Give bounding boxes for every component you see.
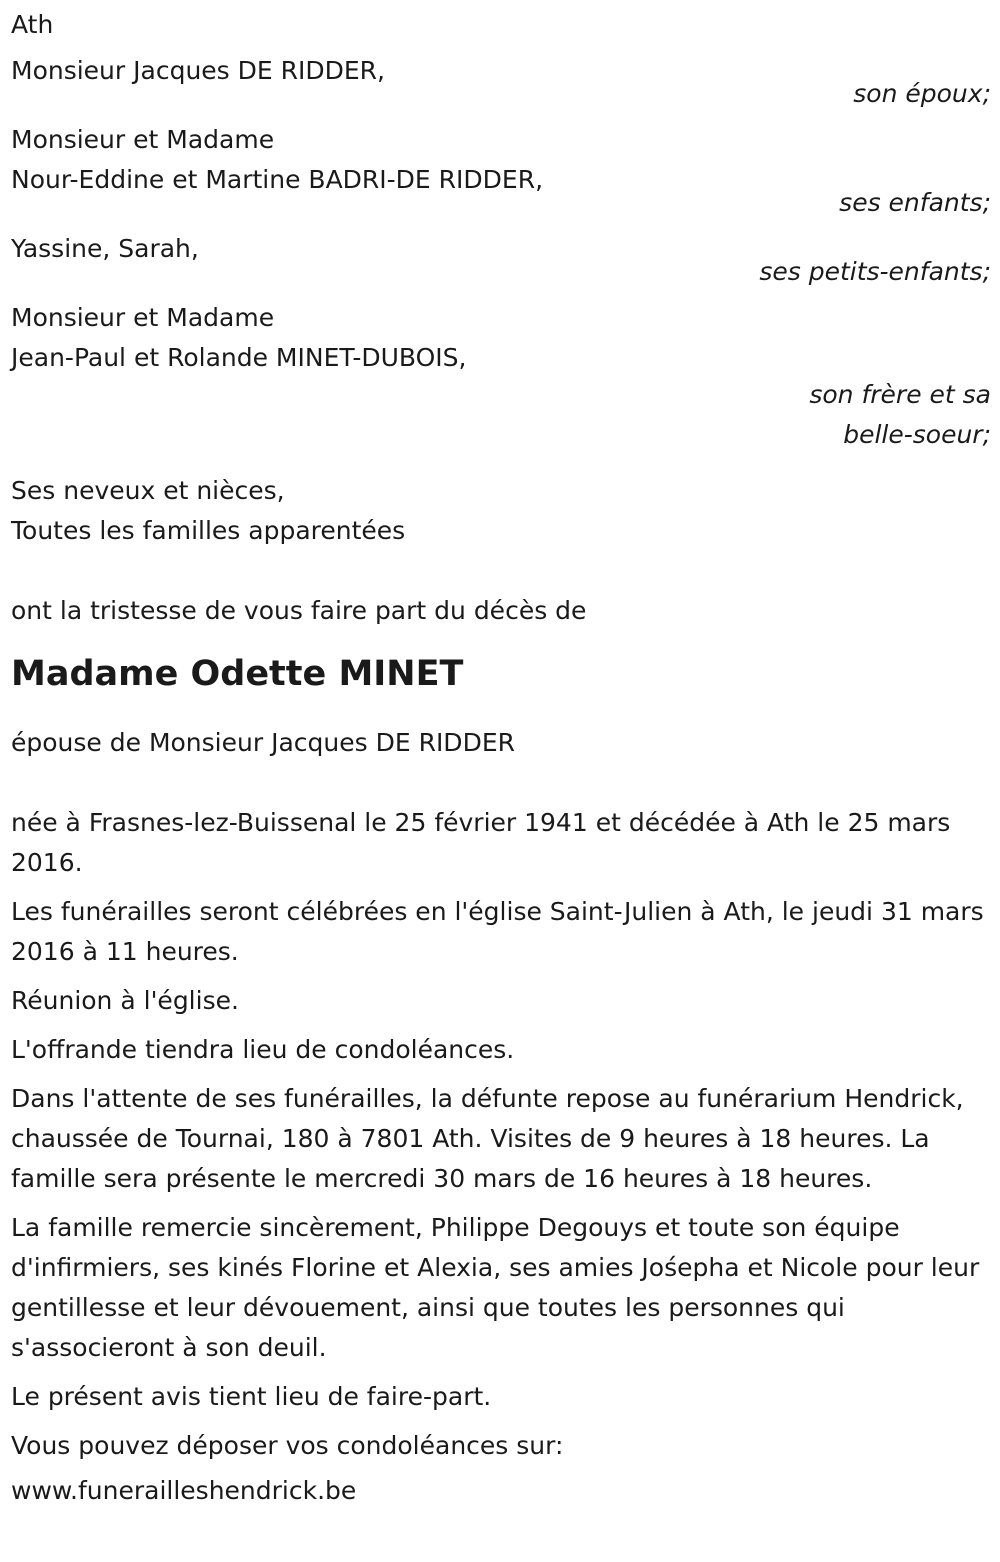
spouse-line: épouse de Monsieur Jacques DE RIDDER: [11, 728, 515, 757]
funeral-paragraph: Les funérailles seront célébrées en l'église Saint-Julien à Ath, le jeudi 31 mars 2016 à 11 heures.: [11, 897, 984, 966]
obituary-notice: [11, 5, 991, 1511]
condolences-paragraph: Vous pouvez déposer vos condoléances sur:: [11, 1431, 564, 1460]
deceased-name: Madame Odette MINET: [11, 654, 464, 694]
family-member-line: Jean-Paul et Rolande MINET-DUBOIS,: [11, 343, 467, 372]
family-entry-spouse: [11, 51, 991, 114]
website-link[interactable]: www.funerailleshendrick.be: [11, 1476, 357, 1505]
family-member-line: Monsieur Jacques DE RIDDER,: [11, 56, 385, 85]
birth-death-paragraph: née à Frasnes-lez-Buissenal le 25 février 1941 et décédée à Ath le 25 mars 2016.: [11, 808, 951, 877]
family-entry-children: [11, 120, 991, 223]
thanks-paragraph: La famille remercie sincèrement, Philippe Degouys et toute son équipe d'infirmiers, ses kinés Florine et Alexia, ses amies Jośepha et Nicole pour leur gentillesse et leur dévouement, ainsi que toutes les personnes qui s'associeront à son deuil.: [11, 1213, 980, 1362]
family-member-line: Monsieur et Madame: [11, 303, 275, 332]
family-role: belle-soeur;: [843, 420, 991, 449]
family-role: ses enfants;: [839, 188, 991, 217]
relatives-block: [11, 471, 991, 551]
meeting-paragraph: Réunion à l'église.: [11, 986, 239, 1015]
relatives-line: Toutes les familles apparentées: [11, 516, 406, 545]
relatives-line: Ses neveux et nièces,: [11, 476, 285, 505]
offering-paragraph: L'offrande tiendra lieu de condoléances.: [11, 1035, 515, 1064]
city-heading: Ath: [11, 10, 54, 39]
family-entry-sibling: [11, 298, 991, 455]
family-entry-grandchildren: [11, 229, 991, 292]
family-role: son époux;: [853, 79, 991, 108]
family-role: son frère et sa: [809, 380, 991, 409]
visitation-paragraph: Dans l'attente de ses funérailles, la défunte repose au funérarium Hendrick, chaussée de Tournai, 180 à 7801 Ath. Visites de 9 heures à 18 heures. La famille sera présente le mercredi 30 mars de 16 heures à 18 heures.: [11, 1084, 964, 1193]
notice-paragraph: Le présent avis tient lieu de faire-part.: [11, 1382, 492, 1411]
family-member-line: Monsieur et Madame: [11, 125, 275, 154]
family-member-line: Yassine, Sarah,: [11, 234, 199, 263]
family-role: ses petits-enfants;: [759, 257, 991, 286]
family-member-line: Nour-Eddine et Martine BADRI-DE RIDDER,: [11, 165, 544, 194]
announcement-text: ont la tristesse de vous faire part du décès de: [11, 596, 587, 625]
